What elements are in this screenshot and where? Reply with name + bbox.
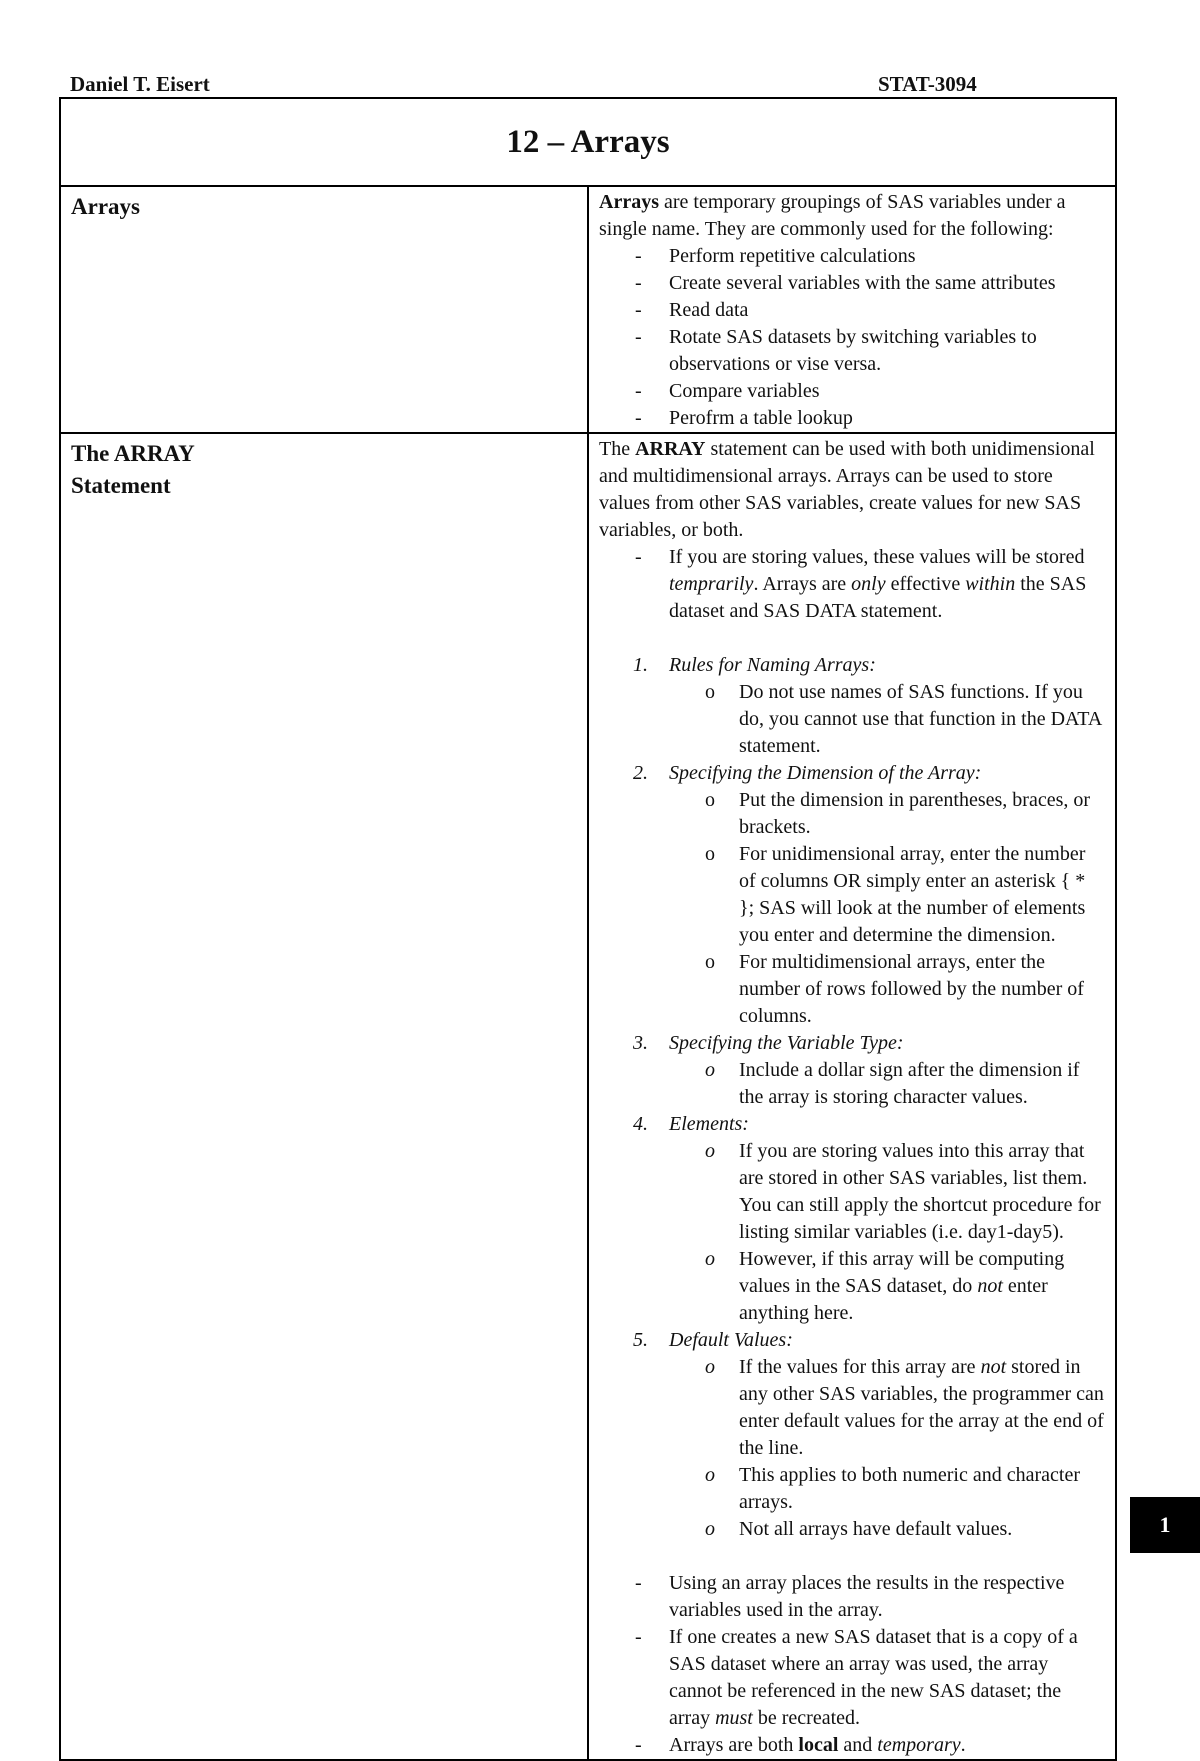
rule-item [599, 652, 1105, 760]
rule-subitems [669, 787, 1105, 1030]
list-item: o Do not use names of SAS functions. If you do, you cannot use that function in the DATA statement. [669, 679, 1105, 760]
arrays-uses-list [599, 243, 1105, 432]
text-run: effective [885, 573, 966, 595]
list-item: - Perform repetitive calculations [599, 243, 1105, 270]
list-item [669, 1354, 1105, 1462]
text-run: statement can be used with both unidimensional and multidimensional arrays. Arrays can be used to store values from other SAS variables, create values for new SAS variables, or both. [599, 438, 1095, 541]
text-run: If you are storing values, these values will be stored [669, 546, 1085, 568]
text-run-italic: only [851, 573, 886, 595]
text-run: be recreated. [752, 1707, 861, 1729]
rules-list [599, 652, 1105, 1543]
body-arrays [588, 186, 1116, 433]
list-item: o For unidimensional array, enter the number of columns OR simply enter an asterisk { * }; SAS will look at the number of elements you enter and determine the dimension. [669, 841, 1105, 949]
section-array-statement [60, 433, 1116, 1760]
topic-line: Statement [71, 473, 171, 498]
text-run: and [838, 1734, 878, 1756]
author-name: Daniel T. Eisert [70, 72, 210, 96]
rule-subitems [669, 1057, 1105, 1111]
arrays-intro-text: are temporary groupings of SAS variables under a single name. They are commonly used for the following: [599, 191, 1066, 240]
rule-item [599, 1030, 1105, 1111]
arrays-intro-bold: Arrays [599, 191, 659, 213]
rule-heading: Rules for Naming Arrays: [669, 654, 876, 676]
rule-heading: Default Values: [669, 1329, 793, 1351]
text-run: If one creates a new SAS dataset that is a copy of a SAS dataset where an array was used, the array cannot be referenced in the new SAS dataset; the array [669, 1626, 1078, 1729]
text-run: the SAS dataset and SAS DATA statement. [669, 573, 1087, 622]
rule-subitems [669, 679, 1105, 760]
text-run: enter anything here. [739, 1275, 1048, 1324]
list-item: - Using an array places the results in the respective variables used in the array. [599, 1570, 1105, 1624]
list-item: o This applies to both numeric and character arrays. [669, 1462, 1105, 1516]
rule-item [599, 760, 1105, 1030]
list-item: - Compare variables [599, 378, 1105, 405]
topic-array-statement [60, 433, 588, 1760]
text-run: Arrays are both [669, 1734, 799, 1756]
page-number: 1 [1130, 1497, 1200, 1553]
title-row [60, 98, 1116, 186]
rule-number: 2. [633, 762, 648, 784]
text-run: . [960, 1734, 966, 1756]
notes-table [59, 97, 1117, 1761]
text-run: stored in any other SAS variables, the programmer can enter default values for the array at the end of the line. [739, 1356, 1104, 1459]
rule-number: 4. [633, 1113, 648, 1135]
list-item: - Create several variables with the same attributes [599, 270, 1105, 297]
text-run: If the values for this array are [739, 1356, 981, 1378]
list-item: o For multidimensional arrays, enter the number of rows followed by the number of columns. [669, 949, 1105, 1030]
text-run-italic: not [980, 1356, 1007, 1378]
body-array-statement [588, 433, 1116, 1760]
rule-number: 1. [633, 654, 648, 676]
text-run-italic: must [715, 1707, 753, 1729]
arrays-intro [599, 189, 1105, 243]
list-item: - Read data [599, 297, 1105, 324]
text-run-italic: within [965, 573, 1016, 595]
rule-heading: Specifying the Variable Type: [669, 1032, 904, 1054]
text-run-bold: local [798, 1734, 839, 1756]
text-run-italic: temporary [877, 1734, 961, 1756]
list-item: - Rotate SAS datasets by switching variables to observations or vise versa. [599, 324, 1105, 378]
list-item [599, 1624, 1105, 1732]
page-title: 12 – Arrays [60, 98, 1116, 186]
spacer [599, 625, 1105, 652]
text-run-bold: ARRAY [635, 438, 706, 460]
spacer [599, 1543, 1105, 1570]
list-item: o Not all arrays have default values. [669, 1516, 1105, 1543]
list-item: o Include a dollar sign after the dimension if the array is storing character values. [669, 1057, 1105, 1111]
rule-subitems [669, 1138, 1105, 1327]
rule-heading: Specifying the Dimension of the Array: [669, 762, 982, 784]
statement-intro [599, 436, 1105, 544]
rule-item [599, 1111, 1105, 1327]
list-item: o Put the dimension in parentheses, braces, or brackets. [669, 787, 1105, 841]
section-arrays [60, 186, 1116, 433]
rule-number: 3. [633, 1032, 648, 1054]
topic-line: The ARRAY [71, 441, 195, 466]
text-run-italic: temprarily [669, 573, 754, 595]
list-item [599, 544, 1105, 625]
closing-bullets [599, 1570, 1105, 1759]
rule-subitems [669, 1354, 1105, 1543]
list-item [669, 1246, 1105, 1327]
list-item: - Perofrm a table lookup [599, 405, 1105, 432]
text-run: The [599, 438, 636, 460]
statement-bullets [599, 544, 1105, 625]
text-run: However, if this array will be computing values in the SAS dataset, do [739, 1248, 1065, 1297]
rule-number: 5. [633, 1329, 648, 1351]
rule-heading: Elements: [669, 1113, 749, 1135]
topic-arrays: Arrays [60, 186, 588, 433]
rule-item [599, 1327, 1105, 1543]
list-item [599, 1732, 1105, 1759]
list-item: o If you are storing values into this array that are stored in other SAS variables, list them. You can still apply the shortcut procedure for listing similar variables (i.e. day1-day5). [669, 1138, 1105, 1246]
course-code: STAT-3094 [878, 72, 977, 96]
text-run: . Arrays are [753, 573, 852, 595]
text-run-italic: not [977, 1275, 1003, 1297]
